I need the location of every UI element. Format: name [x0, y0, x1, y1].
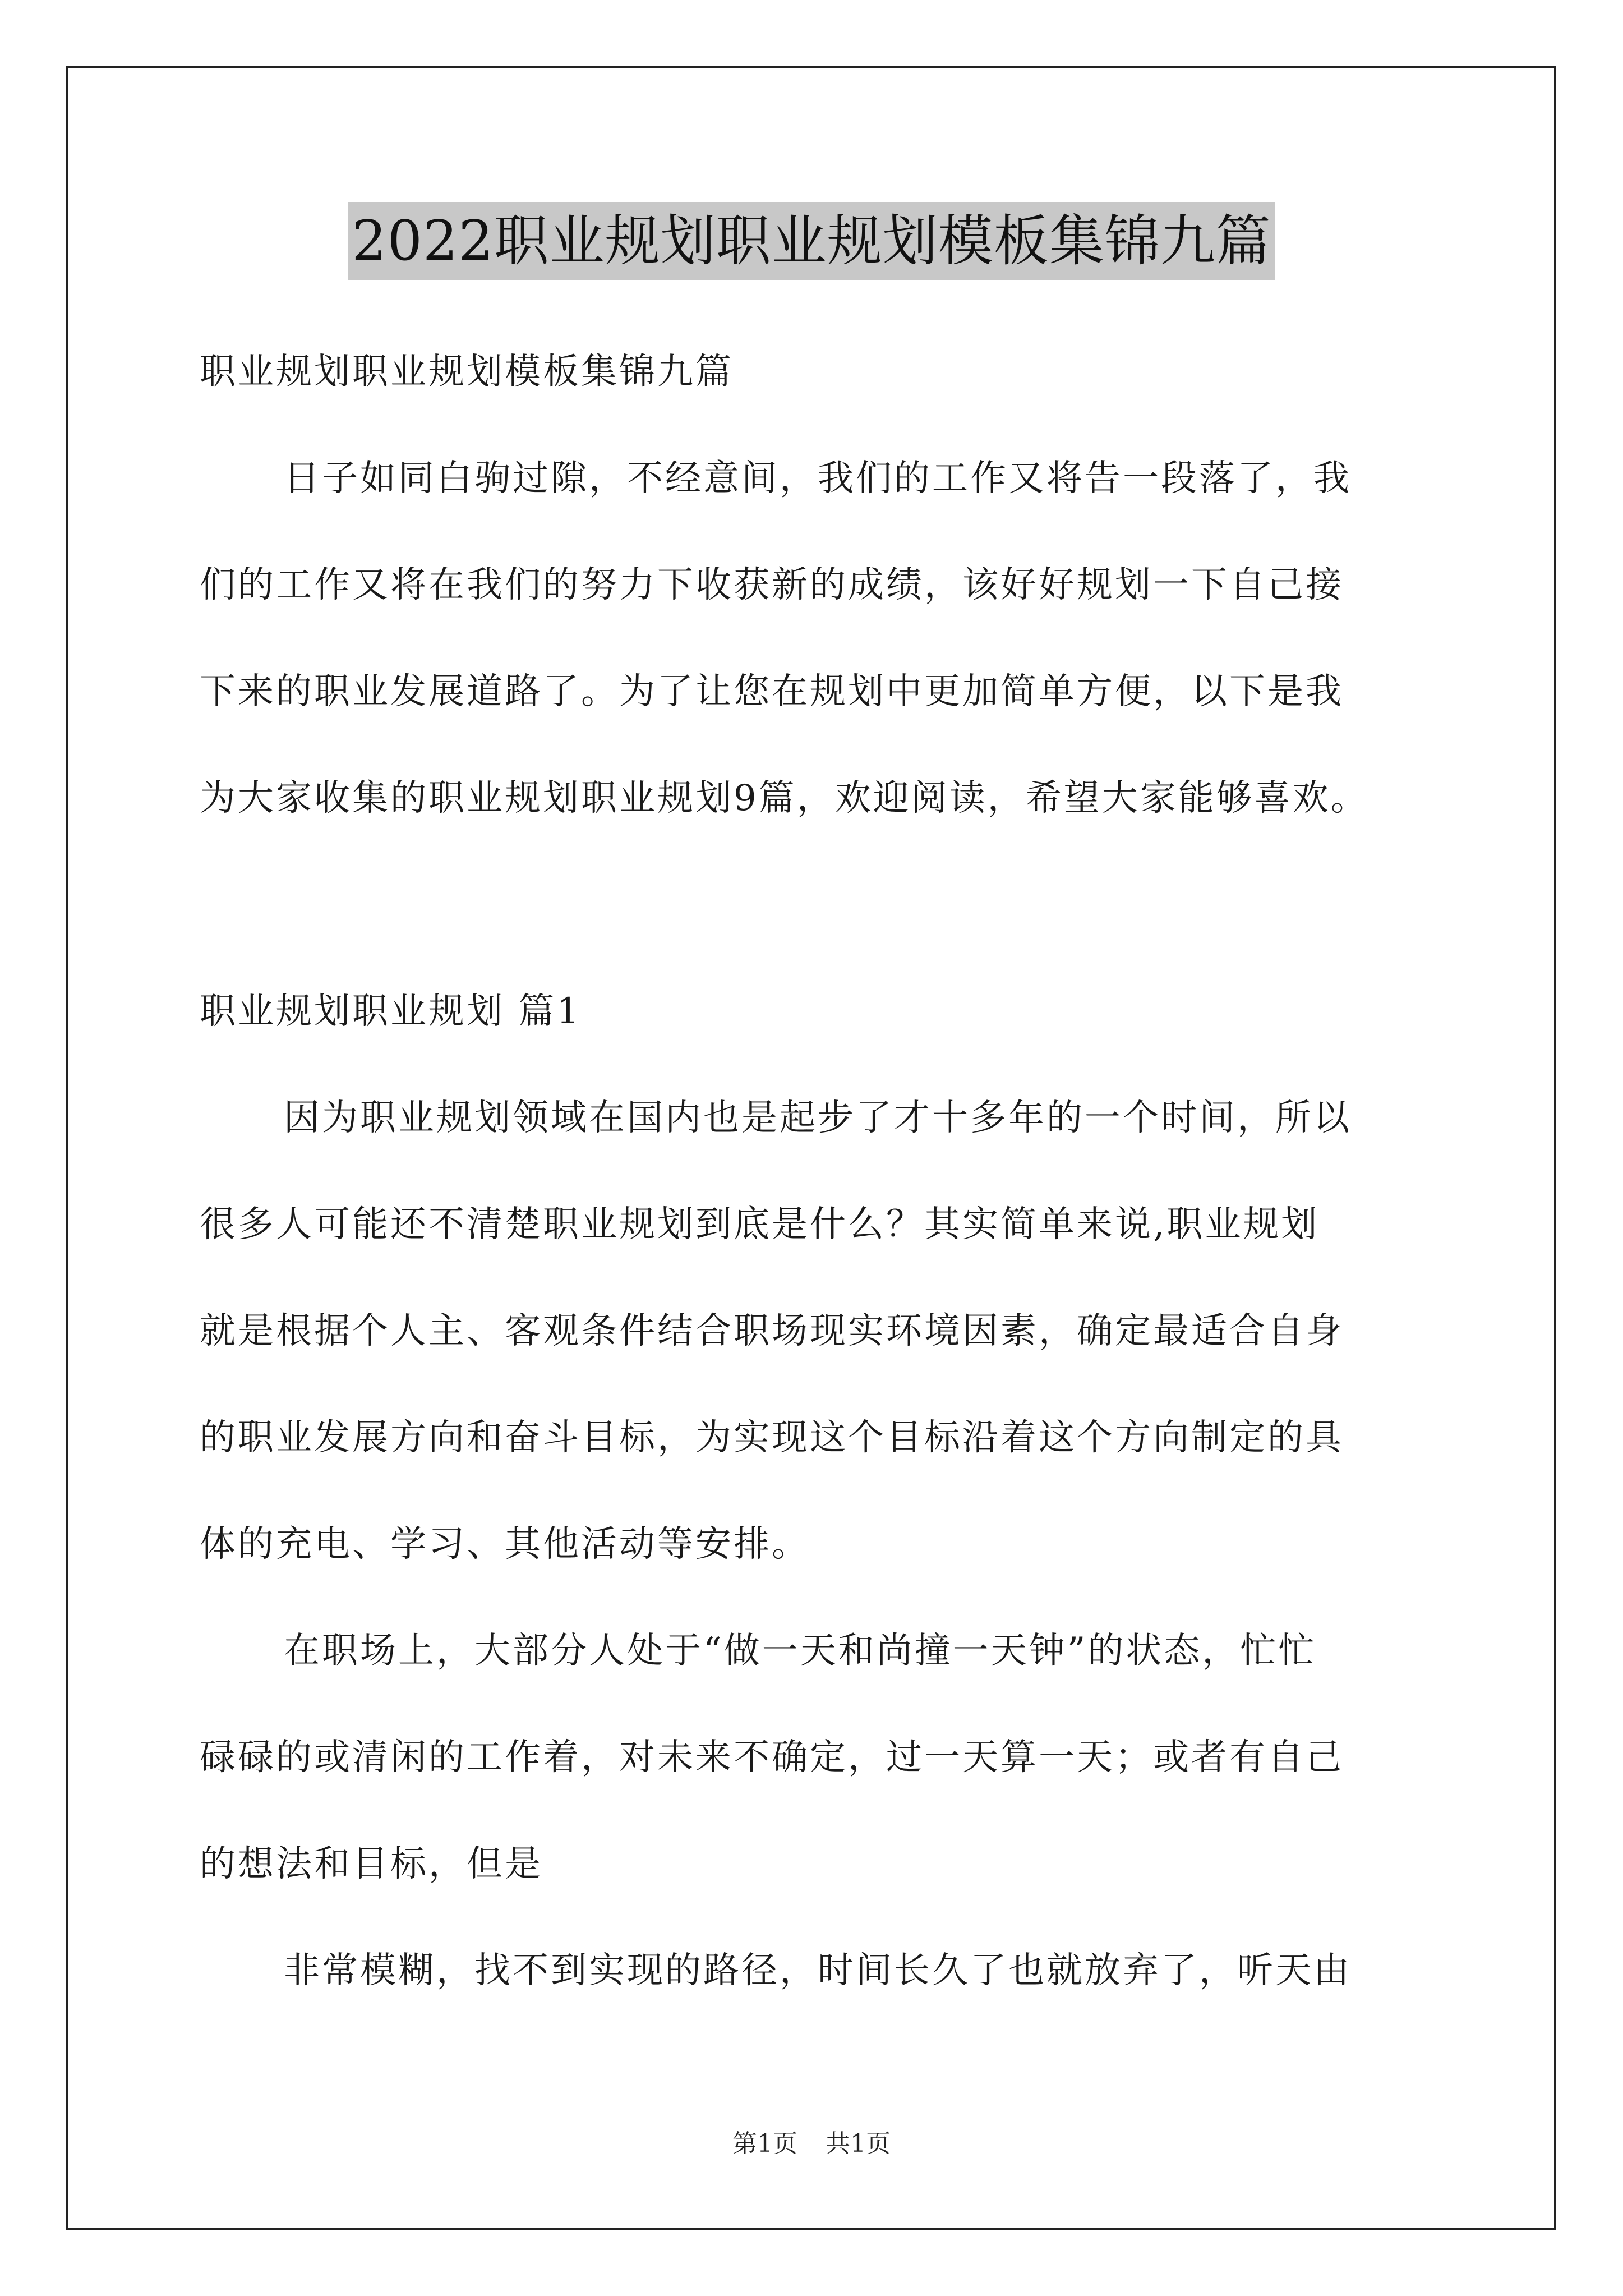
paragraph-line: 在职场上，大部分人处于“做一天和尚撞一天钟”的状态，忙忙: [284, 1630, 1317, 1672]
page-total: 共1页: [826, 2129, 891, 2158]
document-title: 2022职业规划职业规划模板集锦九篇: [348, 202, 1274, 280]
intro-line: 们的工作又将在我们的努力下收获新的成绩，该好好规划一下自己接: [200, 564, 1344, 606]
section-heading: 职业规划职业规划 篇1: [200, 991, 582, 1032]
intro-line: 日子如同白驹过隙，不经意间，我们的工作又将告一段落了，我: [284, 458, 1352, 499]
intro-paragraph: [200, 453, 1433, 823]
paragraph-line: 的想法和目标，但是: [200, 1843, 543, 1885]
page-footer: [0, 2127, 1623, 2161]
intro-line: 下来的职业发展道路了。为了让您在规划中更加简单方便，以下是我: [200, 671, 1344, 712]
paragraph-line: 体的充电、学习、其他活动等安排。: [200, 1524, 810, 1565]
title-container: [0, 202, 1623, 280]
paragraph-line: 的职业发展方向和奋斗目标，为实现这个目标沿着这个方向制定的具: [200, 1417, 1344, 1458]
section-spacer: [200, 880, 1433, 986]
paragraph-line: 很多人可能还不清楚职业规划到底是什么？其实简单来说,职业规划: [200, 1204, 1320, 1245]
page-number: 第1页: [732, 2129, 797, 2158]
section1-paragraph-2: [200, 1626, 1433, 1889]
paragraph-line: 非常模糊，找不到实现的路径，时间长久了也就放弃了，听天由: [284, 1950, 1352, 1991]
intro-line: 为大家收集的职业规划职业规划9篇，欢迎阅读，希望大家能够喜欢。: [200, 777, 1369, 819]
document-body: [200, 347, 1433, 2052]
paragraph-line: 碌碌的或清闲的工作着，对未来不确定，过一天算一天；或者有自己: [200, 1737, 1344, 1778]
section1-paragraph-1: [200, 1093, 1433, 1570]
paragraph-line: 就是根据个人主、客观条件结合职场现实环境因素，确定最适合自身: [200, 1310, 1344, 1352]
document-subtitle: 职业规划职业规划模板集锦九篇: [200, 351, 734, 393]
section1-paragraph-3: [200, 1945, 1433, 1996]
paragraph-line: 因为职业规划领域在国内也是起步了才十多年的一个时间，所以: [284, 1097, 1352, 1139]
